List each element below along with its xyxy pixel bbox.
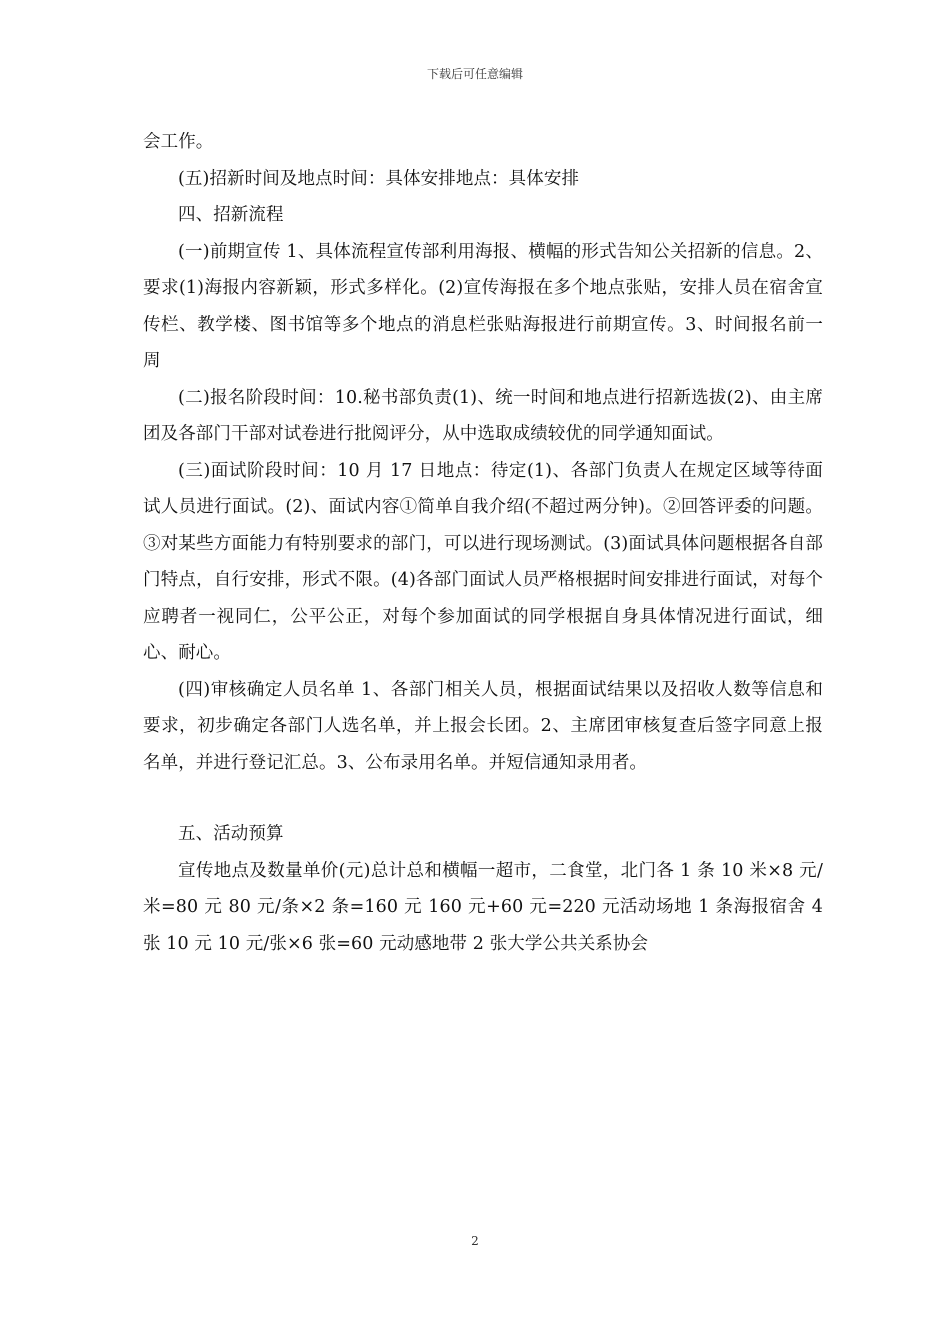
- paragraph-registration-stage: (二)报名阶段时间：10.秘书部负责(1)、统一时间和地点进行招新选拔(2)、由主席团及各部门干部对试卷进行批阅评分，从中选取成绩较优的同学通知面试。: [143, 387, 823, 444]
- page-footer: [0, 1233, 950, 1249]
- paragraph-review-list: (四)审核确定人员名单 1、各部门相关人员，根据面试结果以及招收人数等信息和要求，初步确定各部门人选名单，并上报会长团。2、主席团审核复查后签字同意上报名单，并进行登记汇总。3、公布录用名单。并短信通知录用者。: [143, 679, 823, 773]
- paragraph-recruit-time-place: (五)招新时间及地点时间：具体安排地点：具体安排: [178, 168, 580, 189]
- document-body: [143, 124, 823, 962]
- header-note: 下载后可任意编辑: [426, 67, 523, 81]
- paragraph-budget-details: 宣传地点及数量单价(元)总计总和横幅一超市，二食堂，北门各 1 条 10 米×8 元/米=80 元 80 元/条×2 条=160 元 160 元+60 元=220 元活动场地 1 条海报宿舍 4 张 10 元 10 元/张×6 张=60 元动感地带 2 张大学公共关系协会: [143, 860, 823, 954]
- paragraph-continuation: 会工作。: [143, 132, 214, 152]
- section-heading-recruit-process: 四、招新流程: [178, 205, 284, 225]
- paragraph-interview-stage: (三)面试阶段时间：10 月 17 日地点：待定(1)、各部门负责人在规定区域等待面试人员进行面试。(2)、面试内容①简单自我介绍(不超过两分钟)。②回答评委的问题。③对某些方面能力有特别要求的部门，可以进行现场测试。(3)面试具体问题根据各自部门特点，自行安排，形式不限。(4)各部门面试人员严格根据时间安排进行面试，对每个应聘者一视同仁，公平公正，对每个参加面试的同学根据自身具体情况进行面试，细心、耐心。: [143, 460, 823, 663]
- page-number: 2: [471, 1234, 479, 1248]
- paragraph-early-publicity: (一)前期宣传 1、具体流程宣传部利用海报、横幅的形式告知公关招新的信息。2、要求(1)海报内容新颖，形式多样化。(2)宣传海报在多个地点张贴，安排人员在宿舍宣传栏、教学楼、图书馆等多个地点的消息栏张贴海报进行前期宣传。3、时间报名前一周: [143, 241, 823, 371]
- page-header: [0, 66, 950, 82]
- section-heading-budget: 五、活动预算: [178, 824, 284, 844]
